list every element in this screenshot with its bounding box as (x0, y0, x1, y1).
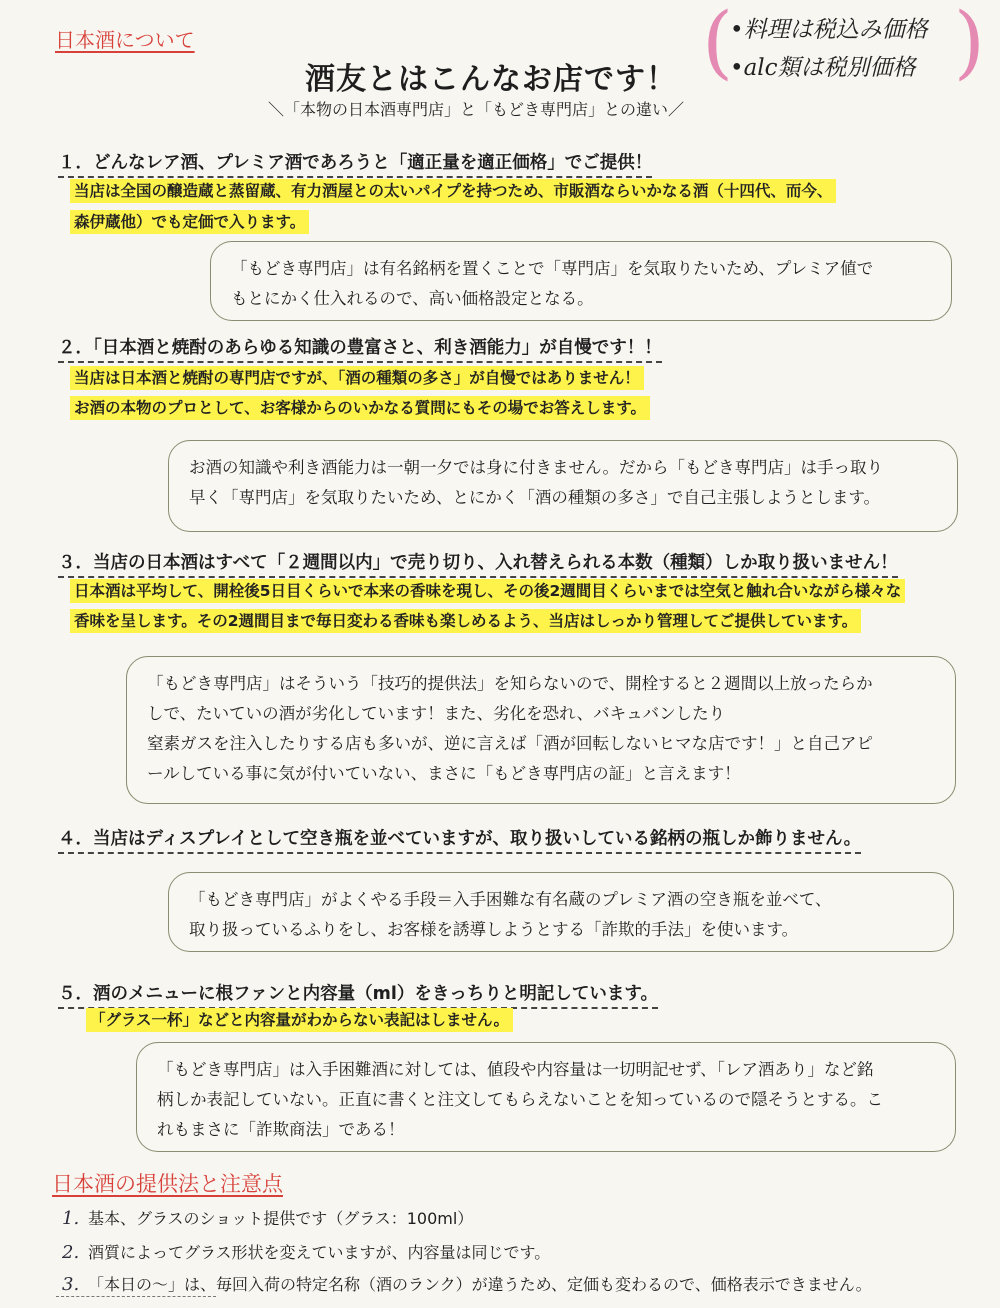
list-text: 基本、グラスのショット提供です（グラス：100ml） (88, 1209, 474, 1228)
item-5-bubble-line-2: 柄しか表記していない。正直に書くと注文してもらえないことを知っているので隠そうとする。こ (157, 1090, 883, 1109)
item-2-bubble (168, 440, 958, 532)
item-3-bubble-line-1: 「もどき専門店」はそういう「技巧的提供法」を知らないので、開栓すると２週間以上放ったらか (147, 674, 873, 693)
page-subtitle: ＼「本物の日本酒専門店」と「もどき専門店」との違い／ (268, 100, 685, 119)
list-number: 1. (62, 1208, 80, 1229)
item-1-highlight-1: 当店は全国の醸造蔵と蒸留蔵、有力酒屋との太いパイプを持つため、市販酒ならいかなる酒（十四代、而今、 (70, 179, 836, 203)
item-1-highlight-2: 森伊蔵他）でも定価で入ります。 (70, 210, 309, 234)
item-2-highlight-2: お酒の本物のプロとして、お客様からのいかなる質問にもその場でお答えします。 (70, 396, 650, 420)
item-3-bubble-line-3: 窒素ガスを注入したりする店も多いが、逆に言えば「酒が回転しないヒマな店です！」と自己アピ (147, 734, 873, 753)
item-4-bubble-line-1: 「もどき専門店」がよくやる手段＝入手困難な有名蔵のプレミア酒の空き瓶を並べて、 (189, 890, 832, 909)
right-paren-mark: ) (953, 0, 985, 88)
item-5-bubble-line-1: 「もどき専門店」は入手困難酒に対しては、値段や内容量は一切明記せず、「レア酒あり」など銘 (157, 1060, 874, 1079)
list-text: 「本日の～」は、毎回入荷の特定名称（酒のランク）が違うため、定価も変わるので、価格表示できません。 (88, 1275, 872, 1294)
note-line-food: •料理は税込み価格 (730, 17, 928, 43)
item-3-bubble-line-4: ールしている事に気が付いていない、まさに「もどき専門店の証」と言えます！ (147, 764, 741, 783)
list-number: 3. (62, 1274, 80, 1295)
serving-list-item-3 (62, 1272, 872, 1295)
item-5-highlight-1: 「グラス一杯」などと内容量がわからない表記はしません。 (86, 1008, 513, 1032)
page-title: 酒友とはこんなお店です！ (305, 62, 677, 97)
item-2-bubble-line-1: お酒の知識や利き酒能力は一朝一夕では身に付きません。だから「もどき専門店」は手っ取り (189, 458, 883, 477)
section-label-about-sake: 日本酒について (55, 28, 195, 52)
item-1-bubble (210, 241, 952, 321)
item-2-heading: ２．「日本酒と焼酎のあらゆる知識の豊富さと、利き酒能力」が自慢です！！ (58, 334, 662, 363)
cut-off-line (56, 1296, 216, 1308)
serving-list-item-1 (62, 1206, 473, 1229)
item-3-highlight-2: 香味を呈します。その2週間目まで毎日変わる香味も楽しめるよう、当店はしっかり管理してご提供しています。 (70, 609, 861, 633)
item-5-bubble (136, 1042, 956, 1152)
item-3-bubble (126, 656, 956, 804)
handwritten-price-note (700, 0, 985, 92)
item-5-bubble-line-3: れもまさに「詐欺商法」である！ (157, 1120, 405, 1139)
list-text: 酒質によってグラス形状を変えていますが、内容量は同じです。 (88, 1243, 551, 1262)
serving-list-item-2 (62, 1240, 550, 1263)
item-1-heading: １．どんなレア酒、プレミア酒であろうと「適正量を適正価格」でご提供！ (58, 149, 652, 178)
item-3-heading: ３．当店の日本酒はすべて「２週間以内」で売り切り、入れ替えられる本数（種類）しか取り扱いません！ (58, 549, 898, 578)
item-3-bubble-line-2: しで、たいていの酒が劣化しています！また、劣化を恐れ、バキュバンしたり (147, 704, 726, 723)
item-4-bubble-line-2: 取り扱っているふりをし、お客様を誘導しようとする「詐欺的手法」を使います。 (189, 920, 799, 939)
item-2-bubble-line-2: 早く「専門店」を気取りたいため、とにかく「酒の種類の多さ」で自己主張しようとします。 (189, 488, 881, 507)
section-label-serving: 日本酒の提供法と注意点 (52, 1172, 283, 1196)
item-3-highlight-1: 日本酒は平均して、開栓後5日目くらいで本来の香味を現し、その後2週間目くらいまでは空気と触れ合いながら様々な (70, 579, 905, 603)
item-1-bubble-line-1: 「もどき専門店」は有名銘柄を置くことで「専門店」を気取りたいため、プレミア値で (231, 259, 874, 278)
note-line-alcohol: •alc類は税別価格 (730, 55, 916, 81)
list-number: 2. (62, 1242, 80, 1263)
item-4-bubble (168, 872, 954, 952)
item-1-bubble-line-2: もとにかく仕入れるので、高い価格設定となる。 (231, 289, 594, 308)
item-2-highlight-1: 当店は日本酒と焼酎の専門店ですが、「酒の種類の多さ」が自慢ではありません！ (70, 366, 644, 390)
left-paren-mark: ( (702, 0, 734, 88)
item-5-heading: ５．酒のメニューに根ファンと内容量（ml）をきっちりと明記しています。 (58, 980, 658, 1009)
item-4-heading: ４．当店はディスプレイとして空き瓶を並べていますが、取り扱いしている銘柄の瓶しか飾りません。 (58, 825, 861, 854)
